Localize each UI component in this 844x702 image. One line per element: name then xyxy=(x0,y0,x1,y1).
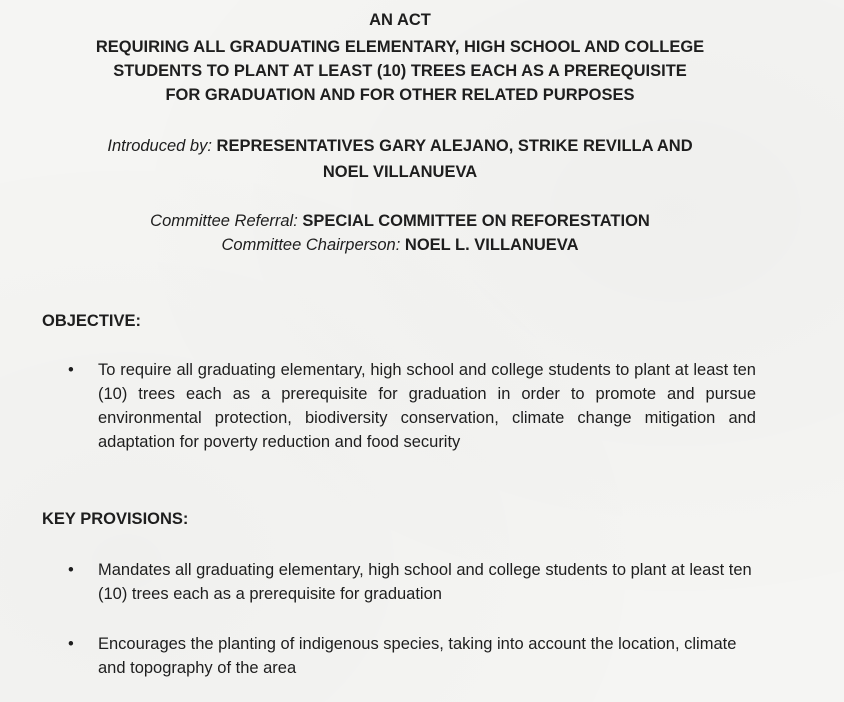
bullet-point: • xyxy=(68,361,74,379)
key-provision-bullet-1 xyxy=(68,558,756,606)
committee-chair-value: NOEL L. VILLANUEVA xyxy=(404,236,579,254)
objective-heading: OBJECTIVE: xyxy=(42,312,142,330)
key-provision-text-1: Mandates all graduating elementary, high school and college students to plant at least ten (10) trees each as a prerequisite for graduation xyxy=(98,561,752,603)
introduced-by xyxy=(0,133,800,185)
key-provision-text-2: Encourages the planting of indigenous species, taking into account the location, climate and topography of the area xyxy=(98,635,737,677)
objective-bullet-text: To require all graduating elementary, high school and college students to plant at least ten (10) trees each as a prerequisite for graduation in order to promote and pursue environmental protection, biodiversity conservation, climate change mitigation and adaptation for poverty reduction and food security xyxy=(98,361,756,451)
act-title-line-1: REQUIRING ALL GRADUATING ELEMENTARY, HIGH SCHOOL AND COLLEGE xyxy=(95,38,705,56)
committee-referral-value: SPECIAL COMMITTEE ON REFORESTATION xyxy=(302,212,650,230)
bullet-point: • xyxy=(68,635,74,653)
introduced-by-authors-line-2: NOEL VILLANUEVA xyxy=(322,163,478,181)
key-provisions-heading: KEY PROVISIONS: xyxy=(42,510,189,528)
act-label: AN ACT xyxy=(369,11,431,29)
bullet-point: • xyxy=(68,561,74,579)
committee-chairperson xyxy=(0,233,800,257)
act-title xyxy=(0,35,800,107)
introduced-by-label: Introduced by: xyxy=(107,137,212,155)
committee-referral-label: Committee Referral: xyxy=(150,212,298,230)
key-provision-bullet-2 xyxy=(68,632,756,680)
act-title-line-3: FOR GRADUATION AND FOR OTHER RELATED PURPOSES xyxy=(165,86,635,104)
committee-info xyxy=(0,209,800,257)
committee-referral xyxy=(0,209,800,233)
act-title-line-2: STUDENTS TO PLANT AT LEAST (10) TREES EACH AS A PREREQUISITE xyxy=(113,62,687,80)
objective-bullet xyxy=(68,358,756,454)
committee-chair-label: Committee Chairperson: xyxy=(221,236,401,254)
introduced-by-authors-line-1: REPRESENTATIVES GARY ALEJANO, STRIKE REVILLA AND xyxy=(216,137,693,155)
